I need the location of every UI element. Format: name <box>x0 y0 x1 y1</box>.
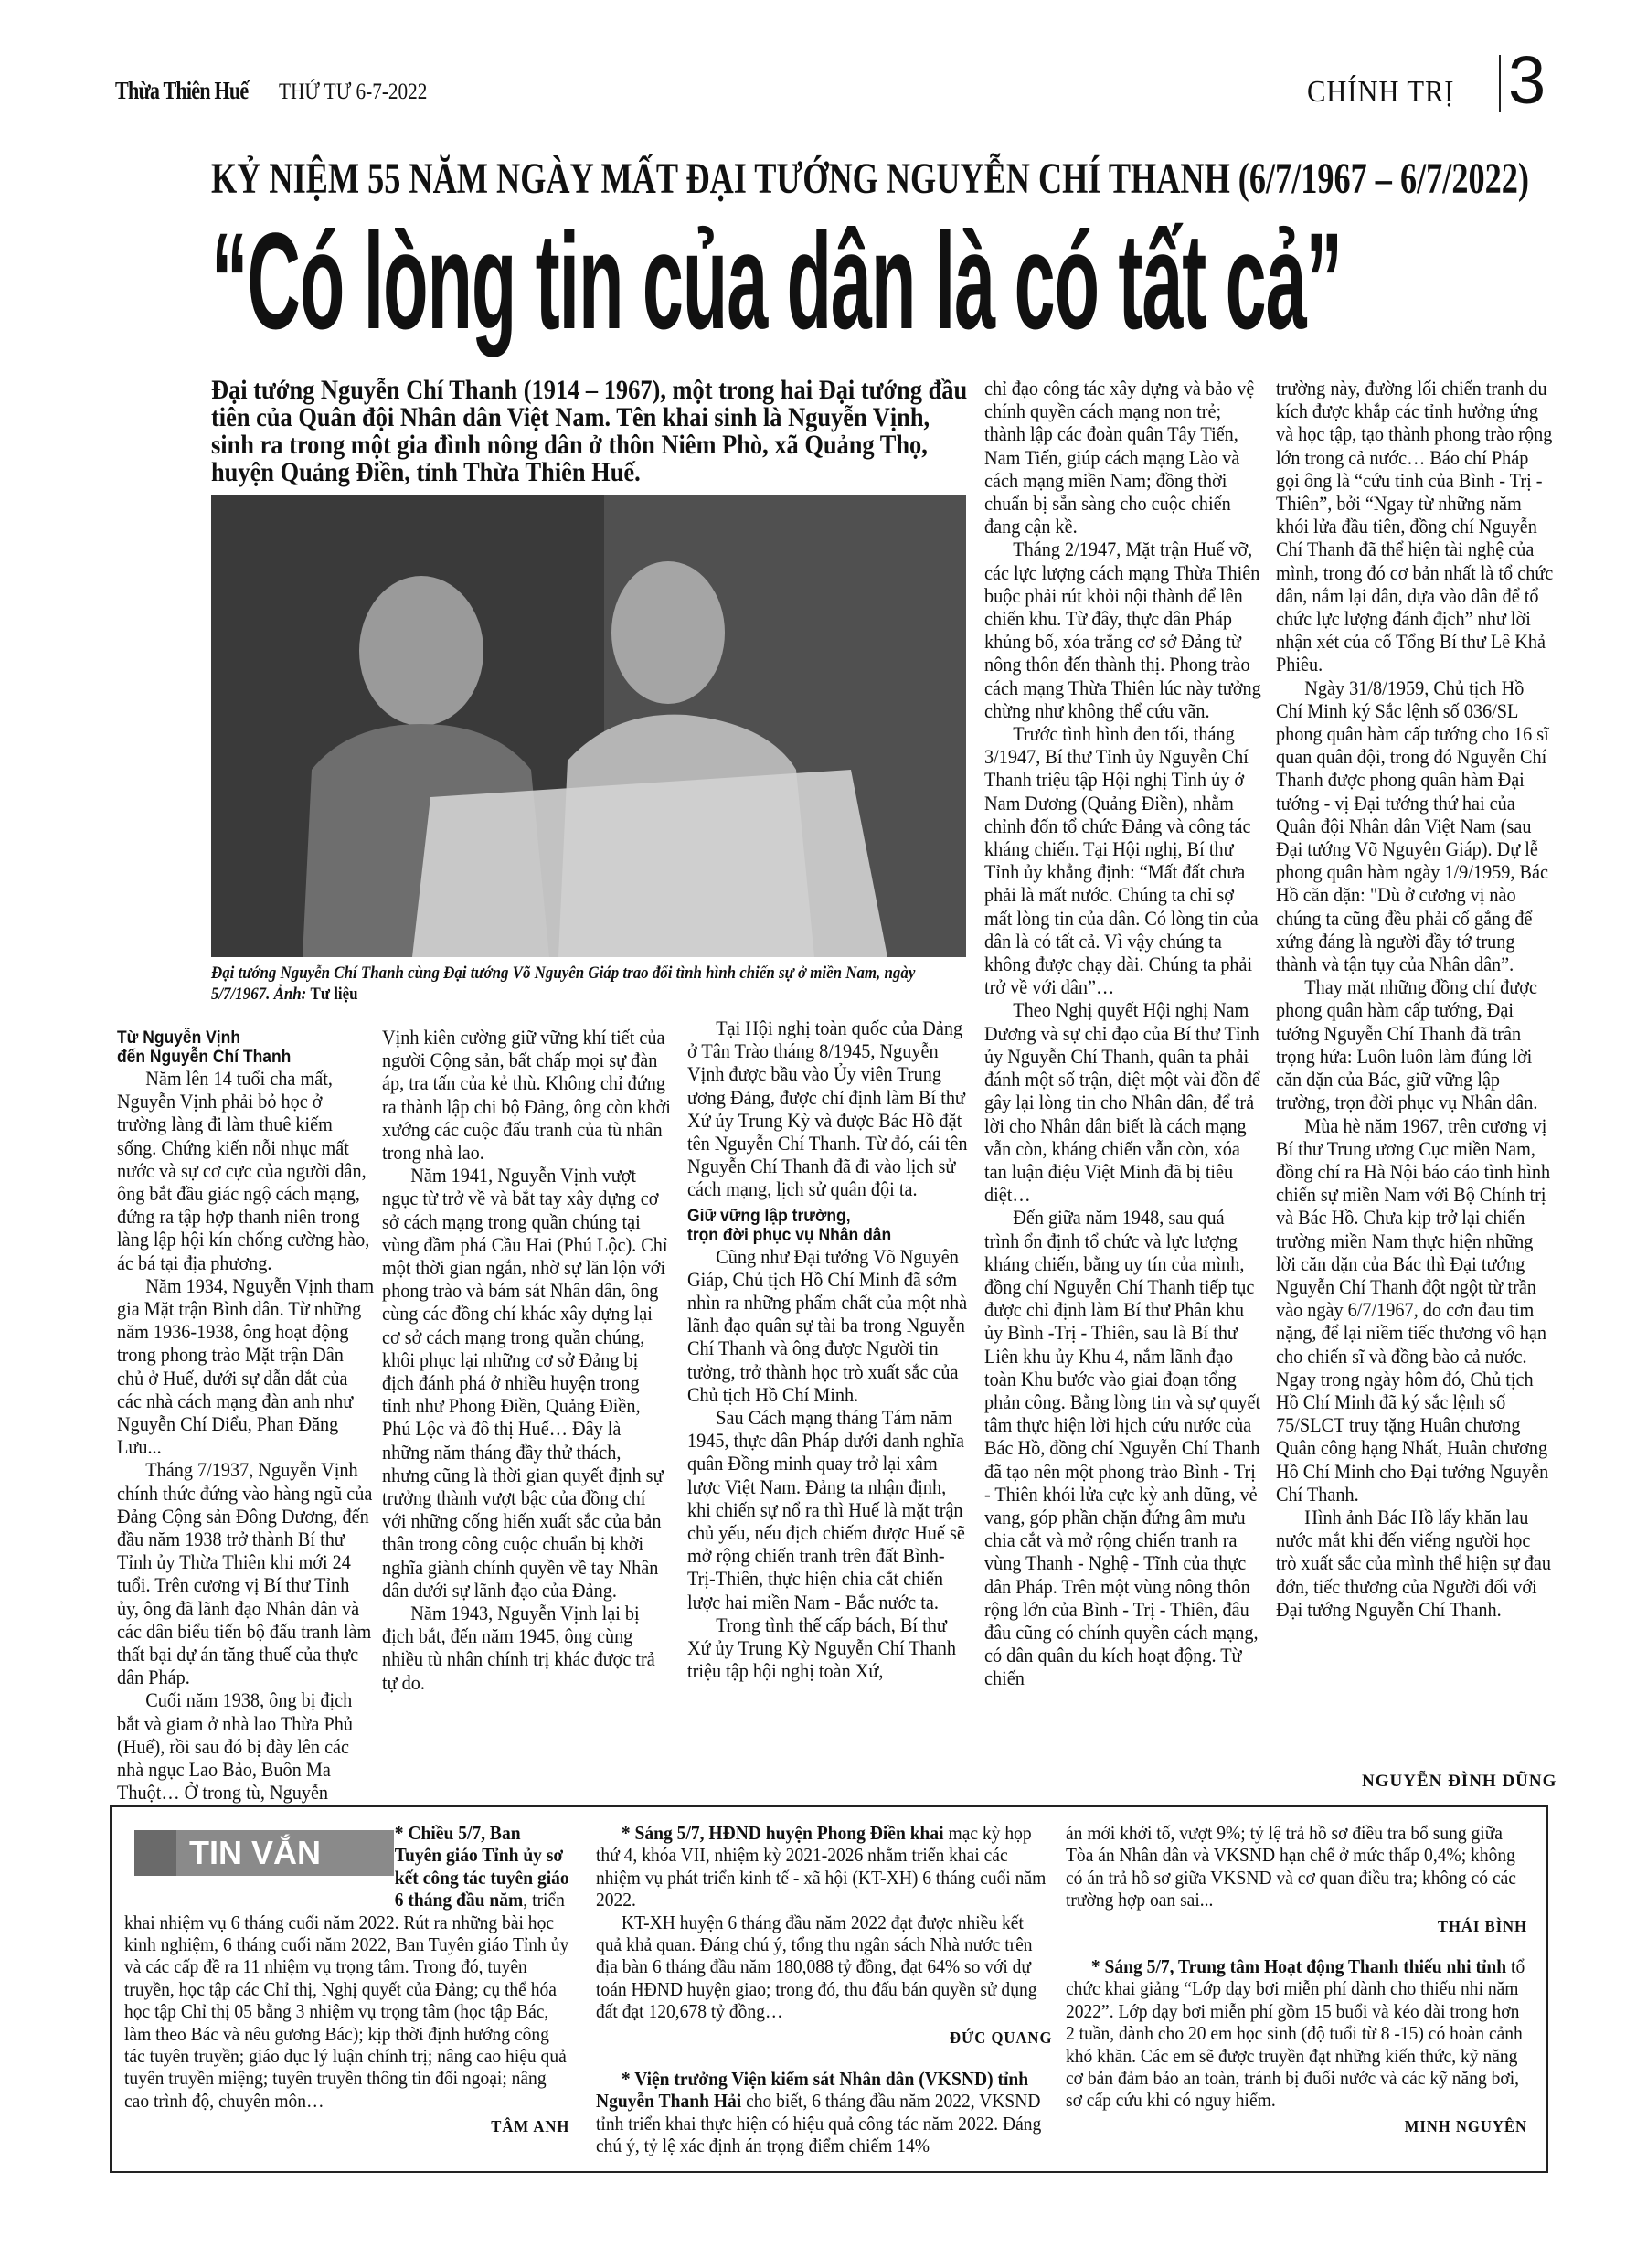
article-paragraph: Năm 1941, Nguyễn Vịnh vượt ngục từ trở về và bắt tay xây dựng cơ sở cách mạng trong quần chúng tại vùng đầm phá Cầu Hai (Phú Lộc). Chỉ một thời gian ngắn, nhờ sự lăn lộn với phong trào và bám sát Nhân dân, ông cùng các đồng chí khác xây dựng lại cơ sở cách mạng trong quần chúng, khôi phục lại những cơ sở Đảng bị địch đánh phá ở nhiều huyện trong tỉnh như Phong Điền, Quảng Điền, Phú Lộc và đô thị Huế… Đây là những năm tháng đầy thử thách, nhưng cũng là thời gian quyết định sự trưởng thành vượt bậc của đồng chí với những cống hiến xuất sắc của bản thân trong công cuộc chuẩn bị khởi nghĩa giành chính quyền về tay Nhân dân dưới sự lãnh đạo của Đảng. <box>382 1164 668 1602</box>
article-paragraph: Tại Hội nghị toàn quốc của Đảng ở Tân Trào tháng 8/1945, Nguyễn Vịnh được bầu vào Ủy viên Trung ương Đảng, được chỉ định làm Bí thư Xứ ủy Trung Kỳ và được Bác Hồ đặt tên Nguyễn Chí Thanh. Từ đó, cái tên Nguyễn Chí Thanh đã đi vào lịch sử cách mạng, lịch sử quân đội ta. <box>687 1017 968 1201</box>
column-d <box>984 377 1263 1690</box>
brief-body: mạc kỳ họp thứ 4, khóa VII, nhiệm kỳ 2021-2026 nhằm triển khai các nhiệm vụ phát triển kinh tế - xã hội (KT-XH) 6 tháng cuối năm 2022. <box>596 1822 1047 1911</box>
news-brief-label: TIN VẮN <box>134 1830 394 1876</box>
brief-author: MINH NGUYÊN <box>1404 2116 1527 2135</box>
brief-paragraph <box>596 2068 1052 2157</box>
brief-author: ĐỨC QUANG <box>950 2028 1053 2047</box>
article-paragraph: chỉ đạo công tác xây dựng và bảo vệ chính quyền cách mạng non trẻ; thành lập các đoàn quân Tây Tiến, Nam Tiến, giúp cách mạng Lào và cách mạng miền Nam; đồng thời chuẩn bị sẵn sàng cho cuộc chiến đang cận kề. <box>984 377 1255 538</box>
column-c-text-1 <box>687 1017 972 1201</box>
brief-lead: * Sáng 5/7, HĐND huyện Phong Điền khai <box>621 1822 944 1844</box>
article-paragraph: Sau Cách mạng tháng Tám năm 1945, thực dân Pháp dưới danh nghĩa quân Đồng minh quay trở lại xâm lược Việt Nam. Đảng ta nhận định, khi chiến sự nổ ra thì Huế là mặt trận chủ yếu, nếu địch chiếm được Huế sẽ mở rộng chiến tranh trên đất Bình-Trị-Thiên, thực hiện chia cắt chiến lược hai miền Nam - Bắc nước ta. <box>687 1406 965 1613</box>
article-paragraph: Đến giữa năm 1948, sau quá trình ổn định tổ chức và lực lượng kháng chiến, bằng uy tín của mình, đồng chí Nguyễn Chí Thanh tiếp tục được chỉ định làm Bí thư Phân khu ủy Bình -Trị - Thiên, sau là Bí thư Liên khu ủy Khu 4, nắm lãnh đạo toàn Khu bước vào giai đoạn tổng phản công. Bằng lòng tin và sự quyết tâm thực hiện lời hịch cứu nước của Bác Hồ, đồng chí Nguyễn Chí Thanh đã tạo nên một phong trào Bình - Trị - Thiên khói lửa cực kỳ anh dũng, vẻ vang, góp phần chặn đứng âm mưu chia cắt và mở rộng chiến tranh ra vùng Thanh - Nghệ - Tĩnh của thực dân Pháp. Trên một vùng nông thôn rộng lớn của Bình - Trị - Thiên, đâu đâu cũng có chính quyền cách mạng, có dân quân du kích hoạt động. Từ chiến <box>984 1206 1261 1690</box>
photo-illustration <box>211 495 966 957</box>
section-divider <box>1499 55 1501 112</box>
subheading-line: Giữ vững lập trường, <box>687 1206 851 1226</box>
brief-paragraph <box>1066 1955 1527 2112</box>
brief-author: TÂM ANH <box>491 2117 570 2136</box>
brief-paragraph: KT-XH huyện 6 tháng đầu năm 2022 đạt được nhiều kết quả khả quan. Đáng chú ý, tổng thu ngân sách Nhà nước trên địa bàn 6 tháng đầu năm 180,088 tỷ đồng, đạt 64% so với dự toán HĐND huyện giao; trong đó, thu đấu bán quyền sử dụng đất đạt 120,678 tỷ đồng… <box>596 1911 1037 2023</box>
photo-source: Tư liệu <box>310 985 358 1004</box>
brief-paragraph <box>596 1822 1052 1911</box>
column-c-text-2 <box>687 1245 972 1683</box>
article-intro: Đại tướng Nguyễn Chí Thanh (1914 – 1967), một trong hai Đại tướng đầu tiên của Quân đội Nhân dân Việt Nam. Tên khai sinh là Nguyễn Vịnh, sinh ra trong một gia đình nông dân ở thôn Niêm Phò, xã Quảng Thọ, huyện Quảng Điền, tỉnh Thừa Thiên Huế. <box>211 375 968 487</box>
column-c <box>687 1017 972 1682</box>
subheading-line: Từ Nguyễn Vịnh <box>117 1028 241 1048</box>
subheading-line: trọn đời phục vụ Nhân dân <box>687 1225 892 1245</box>
brief-body: , triển khai nhiệm vụ 6 tháng cuối năm 2022. Rút ra những bài học kinh nghiệm, 6 tháng cuối năm 2022, Ban Tuyên giáo Tỉnh ủy và các cấp đề ra 11 nhiệm vụ trọng tâm. Trong đó, tuyên truyền, học tập các Chỉ thị, Nghị quyết của Đảng; cụ thể hóa học tập Chỉ thị 05 bằng 3 nhiệm vụ trọng tâm (học tập Bác, làm theo Bác và nêu gương Bác); kịp thời định hướng công tác tuyên truyền; giáo dục lý luận chính trị; nâng cao hiệu quả tuyên truyền miệng; tuyên truyền thông tin đối ngoại; nâng cao trình độ, chuyên môn… <box>124 1889 569 2112</box>
article-paragraph: Năm 1943, Nguyễn Vịnh lại bị địch bắt, đến năm 1945, ông cùng nhiều tù nhân chính trị khác được trả tự do. <box>382 1602 655 1694</box>
brief-body: tổ chức khai giảng “Lớp dạy bơi miễn phí dành cho thiếu nhi năm 2022”. Lớp dạy bơi miễn phí gồm 15 buổi và kéo dài trong hơn 2 tuần, dành cho 20 em học sinh (độ tuổi từ 8 -15) có hoàn cảnh khó khăn. Các em sẽ được truyền đạt những kiến thức, kỹ năng cơ bản đảm bảo an toàn, tránh bị đuối nước và các kỹ năng bơi, sơ cấp cứu khi có nguy hiểm. <box>1066 1955 1525 2112</box>
subheading-line: đến Nguyễn Chí Thanh <box>117 1048 292 1067</box>
subheading-1 <box>117 1028 375 1067</box>
article-paragraph: Mùa hè năm 1967, trên cương vị Bí thư Trung ương Cục miền Nam, đồng chí ra Hà Nội báo cáo tình hình chiến sự miền Nam với Bộ Chính trị và Bác Hồ. Chưa kịp trở lại chiến trường miền Nam thực hiện những lời căn dặn của Bác thì Đại tướng Nguyễn Chí Thanh đột ngột từ trần vào ngày 6/7/1967, do cơn đau tim nặng, để lại niềm tiếc thương vô hạn cho chiến sĩ và đồng bào cả nước. Ngay trong ngày hôm đó, Chủ tịch Hồ Chí Minh đã ký sắc lệnh số 75/SLCT truy tặng Huân chương Quân công hạng Nhất, Huân chương Hồ Chí Minh cho Đại tướng Nguyễn Chí Thanh. <box>1276 1113 1551 1506</box>
headline: “Có lòng tin của dân là có tất cả” <box>211 204 1342 357</box>
brief-lead: * Chiều 5/7, Ban Tuyên giáo Tỉnh ủy sơ kết công tác tuyên giáo 6 tháng đầu năm <box>394 1822 569 1911</box>
article-paragraph: Năm lên 14 tuổi cha mất, Nguyễn Vịnh phải bỏ học ở trường làng đi làm thuê kiếm sống. Chứng kiến nỗi nhục mất nước và sự cơ cực của người dân, ông bắt đầu giác ngộ cách mạng, đứng ra tập hợp thanh niên trong làng lập hội kín chống cường hào, ác bá tại địa phương. <box>117 1067 370 1274</box>
article-paragraph: trường này, đường lối chiến tranh du kích được khắp các tỉnh hưởng ứng và học tập, tạo thành phong trào rộng lớn trong cả nước… Báo chí Pháp gọi ông là “cứu tinh của Bình - Trị - Thiên”, bởi “Ngay từ những năm khói lửa đầu tiên, đồng chí Nguyễn Chí Thanh đã thể hiện tài nghệ của mình, trong đó cơ bản nhất là tổ chức dân, nắm lại dân, dựa vào dân để tổ chức lực lượng đánh địch” như lời nhận xét của cố Tổng Bí thư Lê Khả Phiêu. <box>1276 377 1554 676</box>
brief-author: THÁI BÌNH <box>1437 1916 1527 1935</box>
column-e <box>1276 377 1555 1621</box>
article-paragraph: Cuối năm 1938, ông bị địch bắt và giam ở nhà lao Thừa Phủ (Huế), rồi sau đó bị đày lên các nhà ngục Lao Bảo, Buôn Ma Thuột… Ở trong tù, Nguyễn <box>117 1688 353 1805</box>
newspaper-name: Thừa Thiên Huế <box>115 77 249 104</box>
brief-item-3-continued <box>1066 1822 1527 2137</box>
column-a <box>117 1028 375 1805</box>
brief-item-3 <box>596 2068 1052 2157</box>
brief-paragraph: án mới khởi tố, vượt 9%; tỷ lệ trả hồ sơ điều tra bổ sung giữa Tòa án Nhân dân và VKSND hạn chế ở mức thấp 0,4%; không có án trả hồ sơ giữa VKSND và cơ quan điều tra; không có các trường hợp oan sai... <box>1066 1822 1516 1911</box>
issue-date: THỨ TƯ 6-7-2022 <box>279 80 428 104</box>
column-b <box>382 1026 672 1694</box>
article-paragraph: Tháng 2/1947, Mặt trận Huế vỡ, các lực lượng cách mạng Thừa Thiên buộc phải rút khỏi nội thành để lên chiến khu. Từ đây, thực dân Pháp khủng bố, xóa trắng cơ sở Đảng từ nông thôn đến thành thị. Phong trào cách mạng Thừa Thiên lúc này tưởng chừng như không thể cứu vãn. <box>984 538 1261 722</box>
article-paragraph: Năm 1934, Nguyễn Vịnh tham gia Mặt trận Bình dân. Từ những năm 1936-1938, ông hoạt động trong phong trào Mặt trận Dân chủ ở Huế, dưới sự dẫn dắt của các nhà cách mạng đàn anh như Nguyễn Chí Diểu, Phan Đăng Lưu... <box>117 1273 375 1459</box>
brief-lead: * Viện trưởng Viện kiểm sát Nhân dân (VKSND) tỉnh Nguyễn Thanh Hải <box>596 2068 1029 2113</box>
column-a-text <box>117 1067 375 1805</box>
brief-body: cho biết, 6 tháng đầu năm 2022, VKSND tỉnh triển khai thực hiện có hiệu quả công tác năm 2022. Đáng chú ý, tỷ lệ xác định án trọng điểm chiếm 14% <box>596 2090 1042 2157</box>
article-paragraph: Thay mặt những đồng chí được phong quân hàm cấp tướng, Đại tướng Nguyễn Chí Thanh đã trân trọng hứa: Luôn luôn làm đúng lời căn dặn của Bác, giữ vững lập trường, trọn đời phục vụ Nhân dân. <box>1276 975 1538 1114</box>
page-number: 3 <box>1508 42 1546 118</box>
article-paragraph: Vịnh kiên cường giữ vững khí tiết của người Cộng sản, bất chấp mọi sự đàn áp, tra tấn của kẻ thù. Không chỉ đứng ra thành lập chi bộ Đảng, ông còn khởi xướng các cuộc đấu tranh của tù nhân trong nhà lao. <box>382 1026 671 1165</box>
brief-item-1 <box>124 1822 569 2138</box>
label-spacer <box>124 1822 395 1890</box>
column-b-text <box>382 1026 672 1694</box>
article-paragraph: Tháng 7/1937, Nguyễn Vịnh chính thức đứng vào hàng ngũ của Đảng Cộng sản Đông Dương, đến đầu năm 1938 trở thành Bí thư Tỉnh ủy Thừa Thiên khi mới 24 tuổi. Trên cương vị Bí thư Tỉnh ủy, ông đã lãnh đạo Nhân dân và các dân biểu tiến bộ đấu tranh làm thất bại dự án tăng thuế của thực dân Pháp. <box>117 1458 373 1689</box>
section-name: CHÍNH TRỊ <box>1307 75 1455 109</box>
photo-caption <box>211 963 963 1005</box>
article-photo <box>211 495 966 957</box>
kicker-title: KỶ NIỆM 55 NĂM NGÀY MẤT ĐẠI TƯỚNG NGUYỄN CHÍ THANH (6/7/1967 – 6/7/2022) <box>211 154 1529 203</box>
column-e-text <box>1276 377 1555 1621</box>
subheading-2 <box>687 1207 972 1245</box>
brief-item-2 <box>596 1822 1052 2049</box>
article-paragraph: Ngày 31/8/1959, Chủ tịch Hồ Chí Minh ký Sắc lệnh số 036/SL phong quân hàm cấp tướng cho 16 sĩ quan quân đội, trong đó Nguyễn Chí Thanh được phong quân hàm Đại tướng - vị Đại tướng thứ hai của Quân đội Nhân dân Việt Nam (sau Đại tướng Võ Nguyên Giáp). Dự lễ phong quân hàm ngày 1/9/1959, Bác Hồ căn dặn: "Dù ở cương vị nào chúng ta cũng đều phải cố gắng để xứng đáng là người đầy tớ trung thành và tận tụy của Nhân dân”. <box>1276 676 1549 976</box>
caption-text: Đại tướng Nguyễn Chí Thanh cùng Đại tướng Võ Nguyên Giáp trao đổi tình hình chiến sự ở miền Nam, ngày 5/7/1967. Ảnh: <box>211 964 916 1004</box>
brief-lead: * Sáng 5/7, Trung tâm Hoạt động Thanh thiếu nhi tỉnh <box>1090 1955 1507 1978</box>
article-author: NGUYỄN ĐÌNH DŨNG <box>1362 1772 1557 1791</box>
article-paragraph: Theo Nghị quyết Hội nghị Nam Dương và sự chỉ đạo của Bí thư Tỉnh ủy Nguyễn Chí Thanh, quân ta phải đánh một số trận, diệt một vài đồn để gây lại lòng tin cho Nhân dân, để trả lời cho Nhân dân biết là cách mạng vẫn còn, kháng chiến vẫn còn, xóa tan luận điệu Việt Minh đã bị tiêu diệt… <box>984 998 1260 1207</box>
article-paragraph: Cũng như Đại tướng Võ Nguyên Giáp, Chủ tịch Hồ Chí Minh đã sớm nhìn ra những phẩm chất của một nhà lãnh đạo quân sự tài ba trong Nguyễn Chí Thanh và ông được Người tin tưởng, trở thành học trò xuất sắc của Chủ tịch Hồ Chí Minh. <box>687 1244 968 1406</box>
article-paragraph: Hình ảnh Bác Hồ lấy khăn lau nước mắt khi đến viếng người học trò xuất sắc của mình thể hiện sự đau đớn, tiếc thương của Người đối với Đại tướng Nguyễn Chí Thanh. <box>1276 1505 1551 1621</box>
article-paragraph: Trước tình hình đen tối, tháng 3/1947, Bí thư Tỉnh ủy Nguyễn Chí Thanh triệu tập Hội nghị Tỉnh ủy ở Nam Dương (Quảng Điền), nhằm chỉnh đốn tổ chức Đảng và công tác kháng chiến. Tại Hội nghị, Bí thư Tỉnh ủy khẳng định: “Mất đất chưa phải là mất nước. Chúng ta chỉ sợ mất lòng tin của dân. Có lòng tin của dân là có tất cả. Vì vậy chúng ta không được chạy dài. Chúng ta phải trở về với dân”… <box>984 722 1259 999</box>
article-paragraph: Trong tình thế cấp bách, Bí thư Xứ ủy Trung Kỳ Nguyễn Chí Thanh triệu tập hội nghị toàn Xứ, <box>687 1613 956 1683</box>
column-d-text <box>984 377 1263 1690</box>
